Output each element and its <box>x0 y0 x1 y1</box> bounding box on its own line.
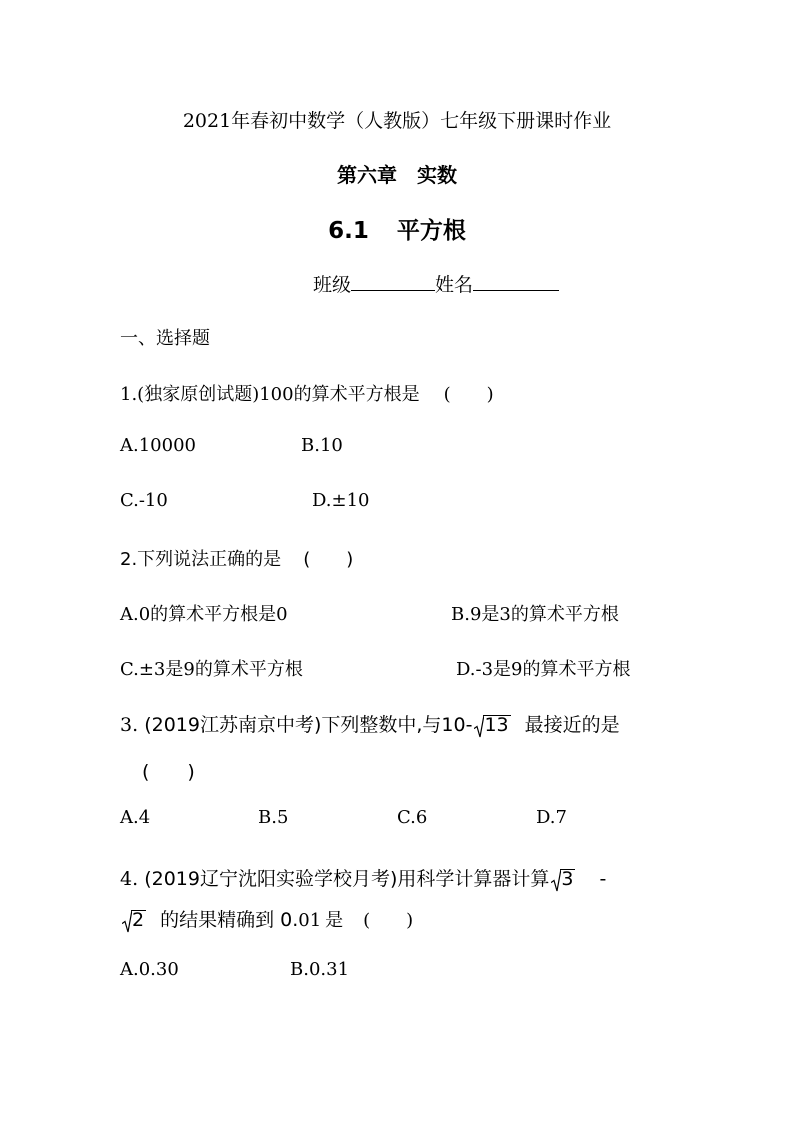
option-b: B.0.31 <box>290 959 350 980</box>
question-4-text: (2019辽宁沈阳实验学校月考)用科学计算器计算 <box>144 868 550 890</box>
question-3-stem <box>120 710 620 737</box>
question-1-stem <box>120 380 494 406</box>
question-1-text: 1.(独家原创试题)100的算术平方根是 <box>120 384 420 405</box>
option-b: B.9是3的算术平方根 <box>451 604 619 625</box>
class-name-line <box>313 270 559 297</box>
question-4-number: 4. <box>120 868 139 890</box>
option-d: D.-3是9的算术平方根 <box>456 659 631 680</box>
question-2-stem <box>120 545 353 571</box>
option-b: B.10 <box>301 435 343 456</box>
class-blank[interactable] <box>351 272 435 291</box>
name-blank[interactable] <box>473 272 559 291</box>
document-title: 2021年春初中数学（人教版）七年级下册课时作业 <box>182 110 612 132</box>
option-c: C.±3是9的算术平方根 <box>120 659 303 680</box>
option-c: C.6 <box>397 807 428 828</box>
precision-value: 0. <box>280 909 299 931</box>
sqrt-2: 2 <box>122 909 144 931</box>
section-number: 6.1 <box>328 218 369 244</box>
option-a: A.4 <box>120 807 151 828</box>
answer-paren: ( ) <box>363 910 414 931</box>
radical-sign-icon <box>122 910 132 933</box>
question-2-text: 2.下列说法正确的是 <box>120 549 282 570</box>
question-3-text: (2019江苏南京中考)下列整数中,与10- <box>144 714 473 736</box>
answer-paren: ( ) <box>443 384 494 405</box>
option-b: B.5 <box>258 807 289 828</box>
question-4-text-end: 的结果精确到 <box>160 909 275 931</box>
answer-paren: ( ) <box>142 761 195 783</box>
class-label: 班级 <box>313 274 352 296</box>
question-4-tail: 是 <box>325 910 344 931</box>
question-4-stem <box>120 864 606 891</box>
option-c: C.-10 <box>120 490 168 511</box>
precision-digits: 01 <box>298 910 322 931</box>
answer-paren: ( ) <box>303 549 354 570</box>
option-a: A.10000 <box>120 435 196 456</box>
option-a: A.0的算术平方根是0 <box>120 604 288 625</box>
section-title <box>0 212 794 245</box>
section-name: 平方根 <box>396 218 466 244</box>
section-heading: 一、选择题 <box>120 328 210 349</box>
question-3-text-end: 最接近的是 <box>524 714 620 736</box>
minus-sign: - <box>599 868 607 890</box>
question-3-number: 3. <box>120 714 139 736</box>
question-4-stem-line2 <box>120 905 413 932</box>
option-a: A.0.30 <box>120 959 179 980</box>
option-d: D.±10 <box>312 490 370 511</box>
radical-sign-icon <box>474 715 484 738</box>
name-label: 姓名 <box>435 274 474 296</box>
option-d: D.7 <box>536 807 567 828</box>
chapter-title: 第六章 实数 <box>337 163 457 187</box>
sqrt-3: 3 <box>551 868 573 890</box>
radical-sign-icon <box>551 869 561 892</box>
sqrt-13: 13 <box>474 714 508 736</box>
